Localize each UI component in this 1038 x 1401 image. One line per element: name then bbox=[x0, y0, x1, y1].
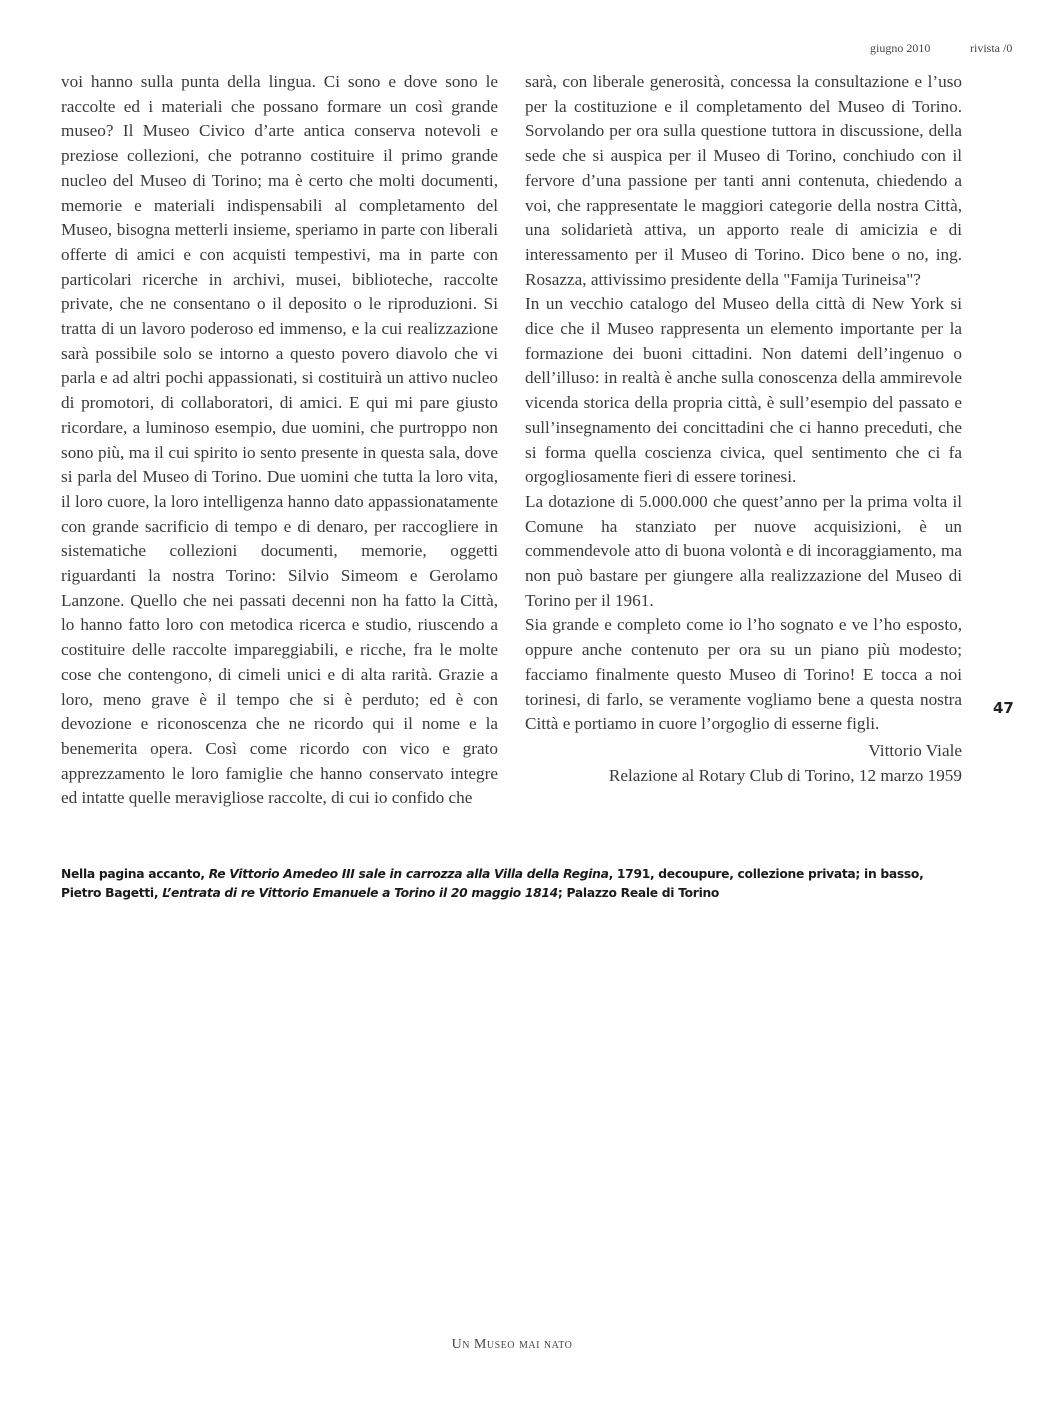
paragraph: voi hanno sulla punta della lingua. Ci sono e dove sono le raccolte ed i materiali che possano formare un così grande museo? Il Museo Civico d’arte antica conserva notevoli e preziose collezioni, che potranno costituire il primo grande nucleo del Museo di Torino; ma è certo che molti documenti, memorie e materiali indispensabili al completamento del Museo, bisogna metterli insieme, speriamo in parte con liberali offerte di amici e con acquisti tempestivi, ma in parte con particolari ricerche in archivi, musei, biblioteche, raccolte private, che ne consentano o il deposito o le riproduzioni. Si tratta di un lavoro poderoso ed immenso, e la cui realizzazione sarà possibile solo se intorno a questo povero diavolo che vi parla e ad altri pochi appassionati, si costituirà un attivo nucleo di promotori, di collaboratori, di amici. E qui mi pare giusto ricordare, a luminoso esempio, due uomini, che purtroppo non sono più, ma il cui spirito io sento presente in questa sala, dove si parla del Museo di Torino. Due uomini che tutta la loro vita, il loro cuore, la loro intelligenza hanno dato appassionatamente con grande sacrificio di tempo e di denaro, per raccogliere in sistematiche collezioni documenti, memorie, oggetti riguardanti la nostra Torino: Silvio Simeom e Gerolamo Lanzone. Quello che nei passati decenni non ha fatto la Città, lo hanno fatto loro con metodica ricerca e studio, riuscendo a costituire delle raccolte impareggiabili, e ricche, fra le molte cose che contengono, di cimeli unici e di alta rarità. Grazie a loro, meno grave è il tempo che si è perduto; ed è con devozione e riconoscenza che ne ricordo qui il nome e la benemerita opera. Così come ricordo con vico e grato apprezzamento le loro famiglie che hanno conservato integre ed intatte quelle meravigliose raccolte, di cui io confido che bbox=[61, 72, 498, 808]
caption-title-1: Re Vittorio Amedeo III sale in carrozza alla Villa della Regina bbox=[208, 867, 609, 881]
paragraph: sarà, con liberale generosità, concessa la consultazione e l’uso per la costituzione e il completamento del Museo di Torino. Sorvolando per ora sulla questione tuttora in discussione, della sede che si auspica per il Museo di Torino, conchiudo con il fervore d’una passione per tanti anni contenuta, chiedendo a voi, che rappresentate le maggiori categorie della nostra Città, una solidarietà attiva, un apporto reale di amicizia e di interessamento per il Museo di Torino. Dico bene o no, ing. Rosazza, attivissimo presidente della "Famija Turineisa"? bbox=[525, 72, 962, 289]
image-caption bbox=[61, 865, 966, 903]
caption-title-2: L’entrata di re Vittorio Emanuele a Torino il 20 maggio 1814 bbox=[162, 886, 558, 900]
header-magazine: rivista /0 bbox=[970, 41, 1013, 55]
header-date: giugno 2010 bbox=[870, 41, 931, 55]
left-column bbox=[61, 70, 498, 811]
caption-mid: , 1791, decoupure, collezione privata; in basso, Pietro Bagetti, bbox=[61, 867, 924, 900]
running-footer: Un Museo mai nato bbox=[451, 1337, 573, 1352]
caption-end: ; Palazzo Reale di Torino bbox=[557, 886, 720, 900]
caption-intro: Nella pagina accanto, bbox=[61, 867, 209, 881]
signature-source: Relazione al Rotary Club di Torino, 12 marzo 1959 bbox=[608, 765, 962, 785]
signature-author: Vittorio Viale bbox=[868, 740, 962, 760]
right-column bbox=[525, 70, 962, 788]
page-number: 47 bbox=[993, 699, 1014, 717]
paragraph: In un vecchio catalogo del Museo della città di New York si dice che il Museo rappresenta un elemento importante per la formazione dei buoni cittadini. Non datemi dell’ingenuo o dell’illuso: in realtà è anche sulla conoscenza della ammirevole vicenda storica della propria città, è sull’esempio del passato e sull’insegnamento dei concittadini che ci hanno preceduti, che si forma quella coscienza civica, quel sentimento che ci fa orgogliosamente fieri di essere torinesi. bbox=[525, 294, 962, 487]
paragraph: Sia grande e completo come io l’ho sognato e ve l’ho esposto, oppure anche contenuto per ora su un piano più modesto; facciamo finalmente questo Museo di Torino! E tocca a noi torinesi, di farlo, se veramente vogliamo bene a questa nostra Città e portiamo in cuore l’orgoglio di esserne figli. bbox=[525, 615, 962, 734]
signature-block bbox=[525, 739, 962, 788]
paragraph: La dotazione di 5.000.000 che quest’anno per la prima volta il Comune ha stanziato per nuove acquisizioni, è un commendevole atto di buona volontà e di incoraggiamento, ma non può bastare per giungere alla realizzazione del Museo di Torino per il 1961. bbox=[525, 491, 962, 610]
